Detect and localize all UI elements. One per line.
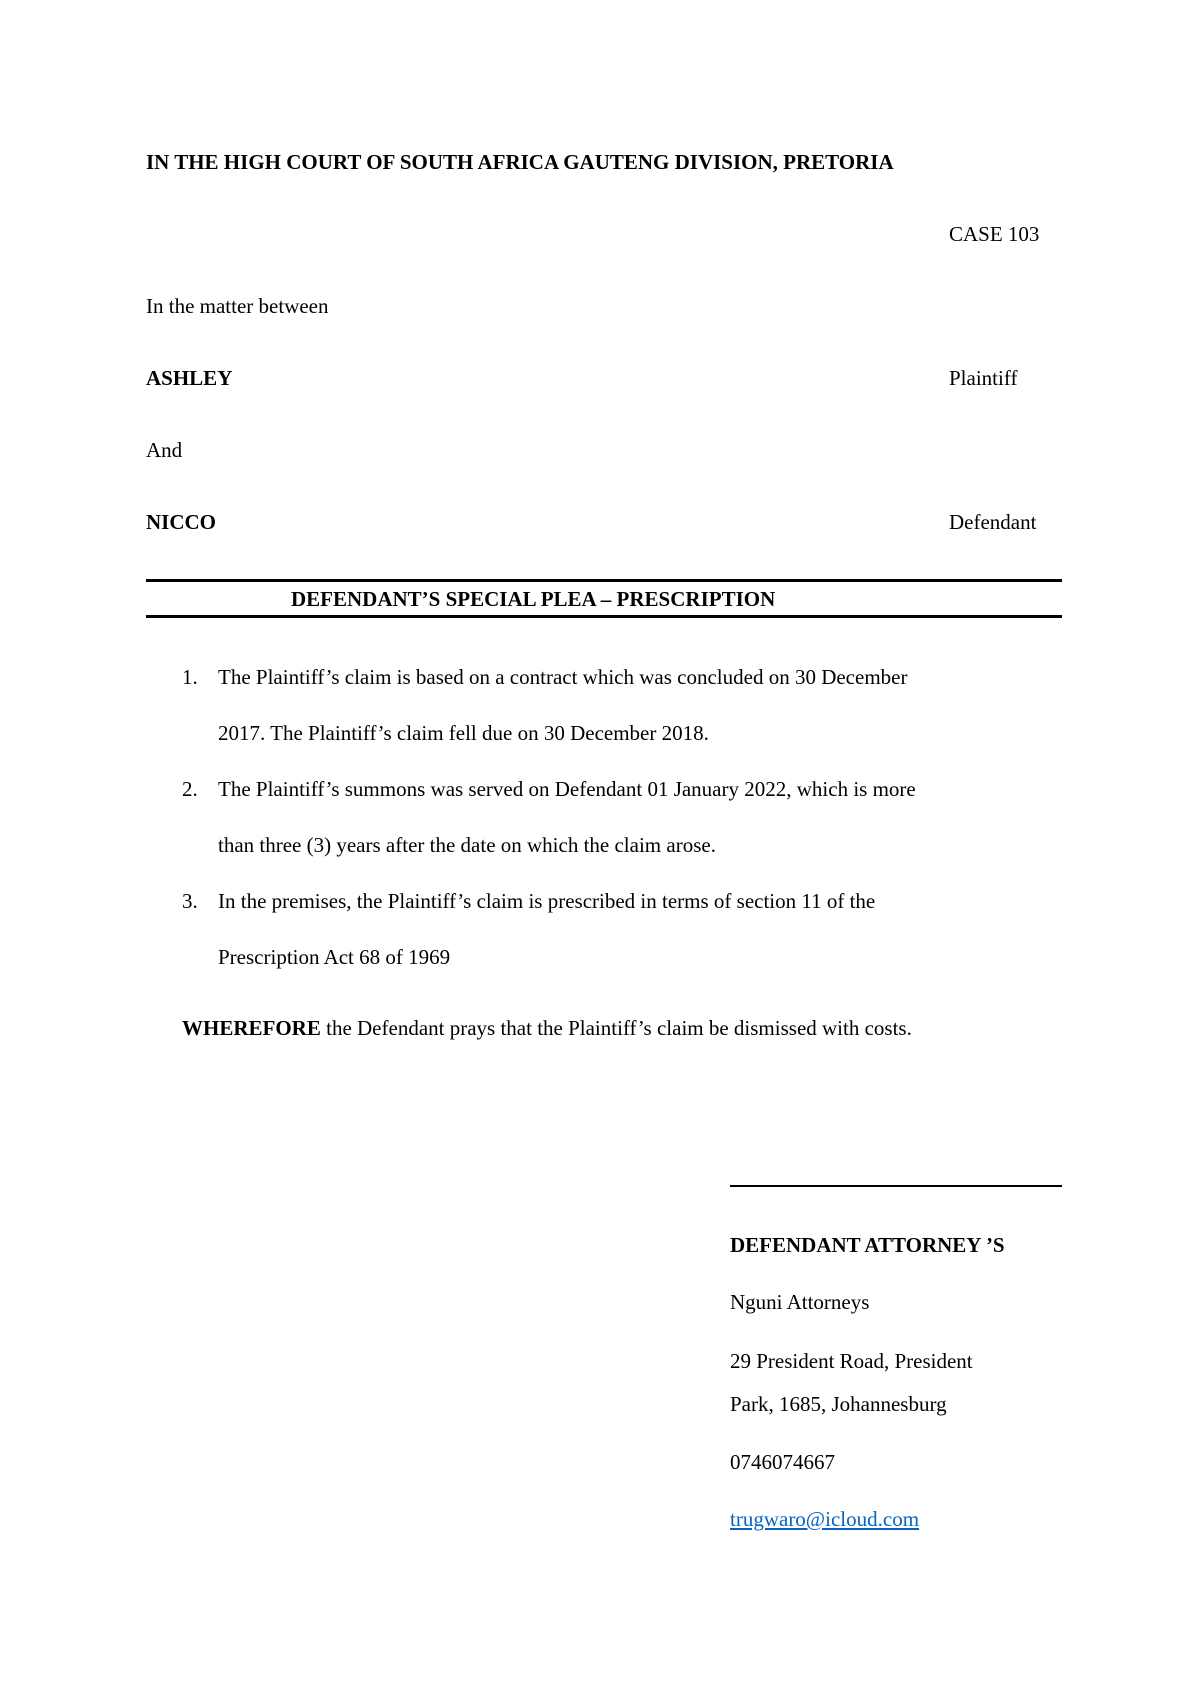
plea-item-text — [218, 649, 1058, 761]
plea-heading: DEFENDANT’S SPECIAL PLEA – PRESCRIPTION — [291, 587, 776, 611]
plaintiff-role: Plaintiff — [949, 366, 1018, 390]
plea-item-text — [218, 761, 1058, 873]
defendant-name: NICCO — [146, 510, 217, 534]
plaintiff-name: ASHLEY — [146, 366, 233, 390]
plea-item-number: 1. — [182, 665, 198, 689]
court-title: IN THE HIGH COURT OF SOUTH AFRICA GAUTENG DIVISION, PRETORIA — [146, 150, 894, 174]
plea-item-line: The Plaintiff’s claim is based on a contract which was concluded on 30 December — [218, 665, 908, 689]
plea-item-line: 2017. The Plaintiff’s claim fell due on 30 December 2018. — [218, 721, 709, 745]
address-line: Park, 1685, Johannesburg — [730, 1392, 947, 1416]
prayer-text: the Defendant prays that the Plaintiff’s claim be dismissed with costs. — [320, 1016, 912, 1040]
heading-top-rule — [146, 579, 1062, 582]
plea-item-number: 3. — [182, 889, 198, 913]
phone-number: 0746074667 — [730, 1450, 835, 1474]
plea-item-text — [218, 873, 1058, 985]
signature-line — [730, 1185, 1062, 1187]
address-line: 29 President Road, President — [730, 1349, 973, 1373]
defendant-role: Defendant — [949, 510, 1037, 534]
plea-item-line: In the premises, the Plaintiff’s claim is prescribed in terms of section 11 of the — [218, 889, 876, 913]
attorney-heading: DEFENDANT ATTORNEY ’S — [730, 1233, 1005, 1257]
plea-item-line: than three (3) years after the date on which the claim arose. — [218, 833, 716, 857]
matter-intro: In the matter between — [146, 294, 329, 318]
firm-name: Nguni Attorneys — [730, 1290, 870, 1314]
plea-item-line: Prescription Act 68 of 1969 — [218, 945, 451, 969]
heading-bottom-rule — [146, 615, 1062, 618]
plea-item-number: 2. — [182, 777, 198, 801]
parties-conjunction: And — [146, 438, 183, 462]
plea-item-line: The Plaintiff’s summons was served on Defendant 01 January 2022, which is more — [218, 777, 916, 801]
prayer-paragraph — [182, 1016, 912, 1040]
email-link[interactable]: trugwaro@icloud.com — [730, 1507, 920, 1531]
case-number: CASE 103 — [949, 222, 1040, 246]
prayer-keyword: WHEREFORE — [182, 1016, 321, 1040]
